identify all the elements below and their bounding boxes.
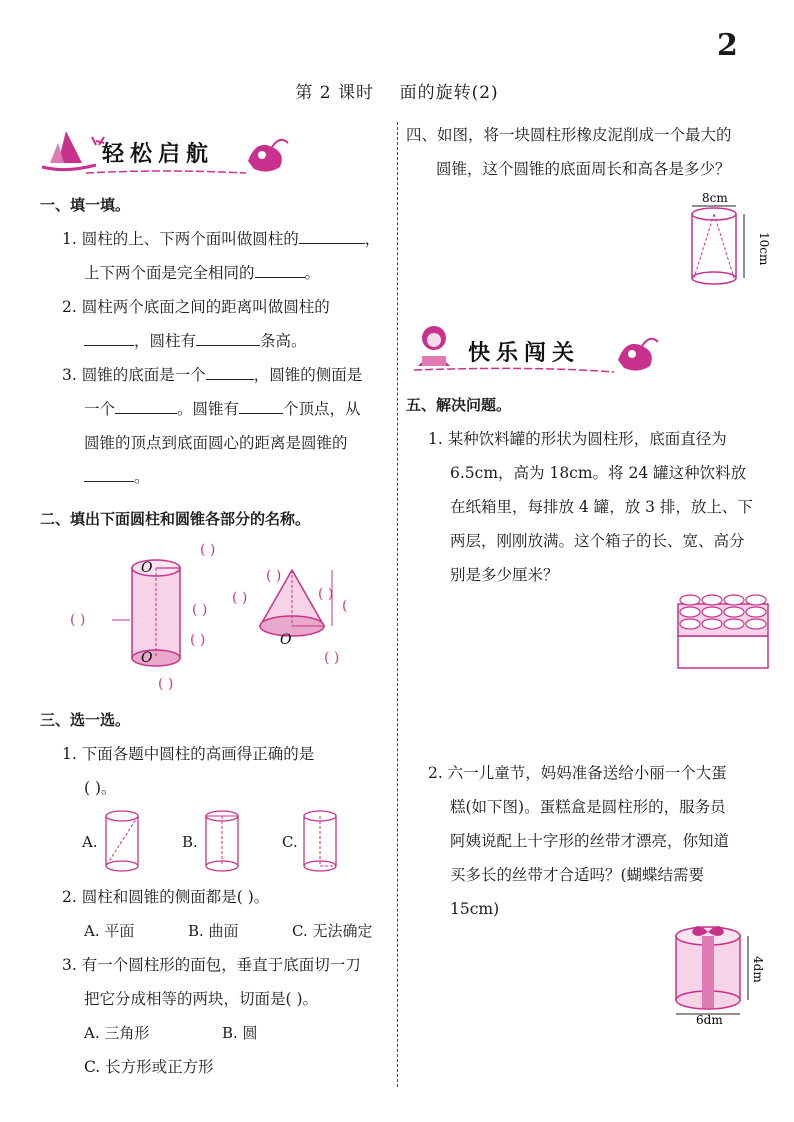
banner-left-text: 轻松启航 (102, 142, 215, 167)
cylinder-cone-diagram (60, 540, 360, 704)
option-b-label[interactable]: B. (182, 833, 198, 851)
q3a-text: 3. 圆锥的底面是一个 (62, 366, 206, 384)
section5-heading: 五、解决问题。 (406, 396, 512, 414)
q1-punct: ， (364, 230, 381, 248)
q3b-mid: 。圆锥有 (177, 400, 240, 418)
blank[interactable] (299, 227, 365, 244)
q3a-end: ，圆锥的侧面是 (253, 366, 363, 384)
svg-text:( ): ( ) (190, 632, 206, 648)
s4-line1: 四、如图，将一块圆柱形橡皮泥削成一个最大的 (406, 126, 732, 144)
blank[interactable] (206, 363, 254, 380)
s3-q2-opt-c[interactable]: C. 无法确定 (292, 922, 373, 940)
option-b-cylinder[interactable] (202, 808, 242, 878)
s5-q2-l2: 糕(如下图)。蛋糕盒是圆柱形的，服务员 (450, 798, 726, 816)
rooster-icon (618, 339, 658, 371)
q1b-text: 上下两个面是完全相同的 (84, 264, 255, 282)
option-c-label[interactable]: C. (282, 833, 298, 851)
s3-q2: 2. 圆柱和圆锥的侧面都是( )。 (62, 888, 270, 906)
q3-line3: 圆锥的顶点到底面圆心的距离是圆锥的 (84, 434, 348, 452)
s5-q1-l5: 别是多少厘米？ (450, 566, 559, 584)
option-a-label[interactable]: A. (82, 833, 98, 851)
blank[interactable] (84, 465, 134, 482)
s5-q1-l1: 1. 某种饮料罐的形状为圆柱形，底面直径为 (428, 430, 727, 448)
s5-q1-l2: 6.5cm，高为 18cm。将 24 罐这种饮料放 (450, 464, 747, 482)
s5-q1-l3: 在纸箱里，每排放 4 罐，放 3 排，放上、下 (450, 498, 753, 516)
q1-line1 (40, 222, 390, 256)
s5-q2-l4: 买多长的丝带才合适吗？(蝴蝶结需要 (450, 866, 705, 884)
s3-q3-options-ab (40, 1016, 390, 1050)
column-divider (397, 122, 398, 1087)
option-a-cylinder[interactable] (102, 808, 142, 878)
q3d-end: 。 (134, 468, 150, 486)
svg-text:( ): ( ) (70, 612, 86, 628)
s3-q2-options (40, 914, 390, 948)
s3-q1-line2: ( )。 (84, 779, 117, 797)
q1b-punct: 。 (304, 264, 321, 282)
lesson-title: 第 2 课时 面的旋转(2) (295, 83, 499, 103)
q3-line4 (40, 460, 390, 494)
section-choose (40, 703, 390, 805)
cake-width-label: 6dm (696, 1013, 723, 1024)
blank[interactable] (115, 397, 177, 414)
page-number: 2 (717, 28, 738, 63)
s3-q3-opt-a[interactable]: A. 三角形 (84, 1024, 150, 1042)
svg-text:( ): ( ) (232, 590, 248, 606)
section1-heading: 一、填一填。 (40, 196, 131, 214)
cake-box-figure (666, 916, 776, 1028)
cone-center-label: O (280, 632, 292, 648)
svg-text:( ): ( ) (324, 650, 340, 666)
svg-text:( ): ( ) (266, 568, 282, 584)
cans-box-figure (676, 590, 772, 676)
cake-height-label: 4dm (751, 956, 765, 983)
svg-text:(: ( (342, 598, 348, 614)
s5-q2-l5: 15cm) (450, 900, 500, 918)
svg-text:( ): ( ) (158, 676, 174, 692)
svg-text:( ): ( ) (200, 542, 216, 558)
girl-reading-icon (418, 326, 450, 366)
option-c-cylinder[interactable] (300, 808, 340, 878)
svg-text:( ): ( ) (318, 586, 334, 602)
q1-text: 1. 圆柱的上、下两个面叫做圆柱的 (62, 230, 299, 248)
s5-q2-l1: 2. 六一儿童节，妈妈准备送给小丽一个大蛋 (428, 764, 727, 782)
s3-q3-opt-b[interactable]: B. 圆 (222, 1024, 258, 1042)
q2-line1: 2. 圆柱两个底面之间的距离叫做圆柱的 (62, 298, 330, 316)
blank[interactable] (84, 329, 134, 346)
q2b-end: 条高。 (260, 332, 307, 350)
q1-line2 (40, 256, 390, 290)
width-label: 8cm (702, 191, 728, 205)
section-fill-in (40, 188, 390, 494)
section3-heading: 三、选一选。 (40, 711, 131, 729)
q3-line2 (40, 392, 390, 426)
s3-q3-line1: 3. 有一个圆柱形的面包，垂直于底面切一刀 (62, 956, 361, 974)
center-label-top: O (141, 560, 153, 576)
banner-easy-start (36, 125, 291, 180)
q2-line2 (40, 324, 390, 358)
blank[interactable] (255, 261, 305, 278)
cylinder-cone-figure (680, 190, 770, 294)
q3-line1 (40, 358, 390, 392)
s3-q1-line1: 1. 下面各题中圆柱的高画得正确的是 (62, 745, 315, 763)
section-four (406, 118, 776, 186)
s3-rest (40, 880, 390, 1084)
labeled-cylinder (132, 560, 180, 666)
cylinder-options (82, 808, 382, 878)
s3-q2-opt-b[interactable]: B. 曲面 (188, 922, 239, 940)
section2-heading: 二、填出下面圆柱和圆锥各部分的名称。 (40, 510, 311, 528)
q3b-end: 个顶点，从 (283, 400, 361, 418)
s5-q2-l3: 阿姨说配上十字形的丝带才漂亮，你知道 (450, 832, 730, 850)
blank[interactable] (239, 397, 283, 414)
center-label-bottom: O (141, 650, 153, 666)
q3b-start: 一个 (84, 400, 116, 418)
svg-text:( ): ( ) (192, 602, 208, 618)
rooster-icon (248, 140, 288, 172)
blank[interactable] (196, 329, 260, 346)
s4-line2: 圆锥，这个圆锥的底面周长和高各是多少？ (436, 160, 731, 178)
s5-q1-l4: 两层，刚刚放满。这个箱子的长、宽、高分 (450, 532, 745, 550)
s3-q2-opt-a[interactable]: A. 平面 (84, 922, 135, 940)
height-label: 10cm (757, 232, 770, 266)
s3-q3-line2: 把它分成相等的两块，切面是( )。 (84, 990, 319, 1008)
s5-q2 (406, 756, 778, 926)
banner-happy-level (404, 320, 666, 380)
section2-heading-wrap (40, 502, 310, 536)
s3-q3-opt-c[interactable]: C. 长方形或正方形 (84, 1058, 214, 1076)
q2b-text: ，圆柱有 (134, 332, 197, 350)
section-five (406, 388, 776, 592)
banner-right-text: 快乐闯关 (468, 341, 581, 366)
